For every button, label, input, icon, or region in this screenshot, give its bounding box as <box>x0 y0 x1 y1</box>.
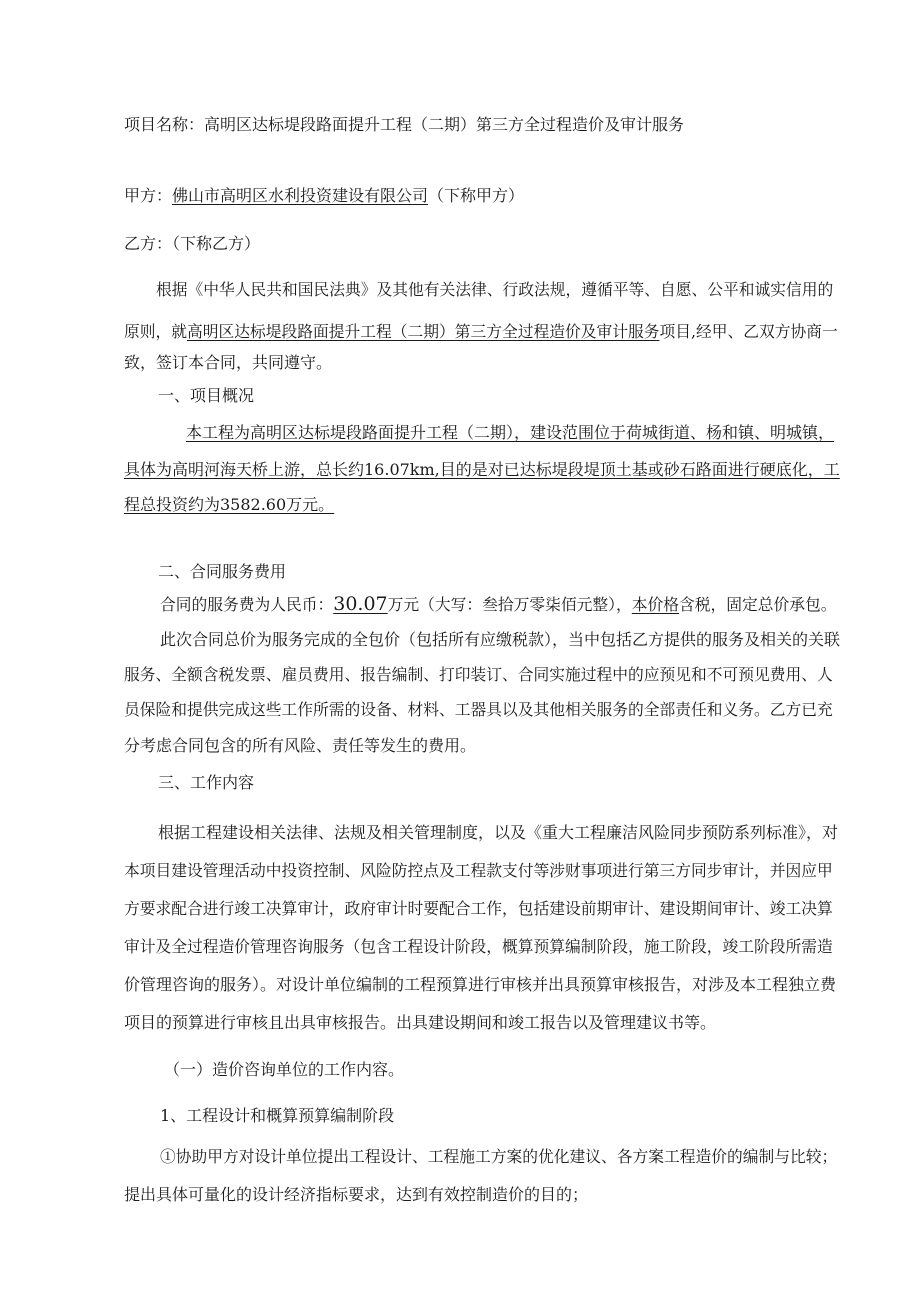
section3-line-3: 方要求配合进行竣工决算审计，政府审计时要配合工作，包括建设前期审计、建设期间审计、竣工决算 <box>124 899 833 918</box>
section2-heading: 二、合同服务费用 <box>158 562 287 581</box>
section3-line-2: 本项目建设管理活动中投资控制、风险防控点及工程款支付等涉财事项进行第三方同步审计，并因应甲 <box>124 861 833 880</box>
intro-project-name: 高明区达标堤段路面提升工程（二期）第三方全过程造价及审计服务 <box>187 322 660 341</box>
party-a-suffix: （下称甲方） <box>428 186 525 205</box>
section2-fee-line <box>160 593 837 616</box>
party-b-line <box>124 233 260 255</box>
party-a-name: 佛山市高明区水利投资建设有限公司 <box>172 186 429 205</box>
fee-middle: 万元（大写：叁拾万零柒佰元整）， <box>387 595 632 614</box>
fee-price-term: 本价格 <box>631 595 680 614</box>
section1-heading: 一、项目概况 <box>158 386 255 405</box>
intro-line-2 <box>124 321 838 343</box>
section3-line-4: 审计及全过程造价管理咨询服务（包含工程设计阶段，概算预算编制阶段，施工阶段，竣工阶段所需造 <box>124 937 833 956</box>
project-name-label: 项目名称： <box>124 115 205 134</box>
section2-para-line-1: 此次合同总价为服务完成的全包价（包括所有应缴税款），当中包括乙方提供的服务及相关的关联 <box>160 630 841 649</box>
intro-line-2-post: 项目,经甲、乙双方协商一 <box>659 322 838 341</box>
item-1-line-2: 提出具体可量化的设计经济指标要求，达到有效控制造价的目的； <box>124 1185 589 1204</box>
subsection-1-heading: （一）造价咨询单位的工作内容。 <box>164 1060 405 1079</box>
subsection-1-1-heading: 1、工程设计和概算预算编制阶段 <box>160 1106 395 1125</box>
section1-line-3: 程总投资约为3582.60万元。 <box>124 495 335 514</box>
section3-line-1: 根据工程建设相关法律、法规及相关管理制度，以及《重大工程廉洁风险同步预防系列标准》，对 <box>158 823 839 842</box>
section3-line-6: 项目的预算进行审核且出具审核报告。出具建设期间和竣工报告以及管理建议书等。 <box>124 1013 717 1032</box>
section2-para-line-4: 分考虑合同包含的所有风险、责任等发生的费用。 <box>124 736 477 755</box>
section1-line-1: 本工程为高明区达标堤段路面提升工程（二期），建设范围位于荷城街道、杨和镇、明城镇， <box>186 423 835 442</box>
party-a-label: 甲方： <box>124 186 173 205</box>
item-1-line-1: ①协助甲方对设计单位提出工程设计、工程施工方案的优化建议、各方案工程造价的编制与比较； <box>160 1147 838 1166</box>
party-b-label: 乙方： <box>124 234 173 253</box>
intro-line-2-pre: 原则，就 <box>124 322 187 341</box>
fee-prefix: 合同的服务费为人民币： <box>160 595 334 614</box>
fee-suffix: 含税，固定总价承包。 <box>679 595 837 614</box>
project-name-line <box>124 114 684 136</box>
section3-line-5: 价管理咨询的服务）。对设计单位编制的工程预算进行审核并出具预算审核报告，对涉及本工程独立费 <box>124 975 837 994</box>
section2-para-line-3: 员保险和提供完成这些工作所需的设备、材料、工器具以及其他相关服务的全部责任和义务。乙方已充 <box>124 700 833 719</box>
party-b-suffix: （下称乙方） <box>172 234 261 253</box>
intro-line-1: 根据《中华人民共和国民法典》及其他有关法律、行政法规，遵循平等、自愿、公平和诚实信用的 <box>156 280 834 299</box>
section2-para-line-2: 服务、全额含税发票、雇员费用、报告编制、打印装订、合同实施过程中的应预见和不可预见费用、人 <box>124 665 833 684</box>
fee-amount: 30.07 <box>333 593 388 615</box>
section1-line-2: 具体为高明河海天桥上游，总长约16.07km,目的是对已达标堤段堤顶土基或砂石路面进行硬底化，工 <box>124 460 840 479</box>
intro-line-3: 致，签订本合同，共同遵守。 <box>124 353 333 372</box>
project-name-value: 高明区达标堤段路面提升工程（二期）第三方全过程造价及审计服务 <box>204 115 685 134</box>
section3-heading: 三、工作内容 <box>158 773 255 792</box>
party-a-line <box>124 185 524 207</box>
